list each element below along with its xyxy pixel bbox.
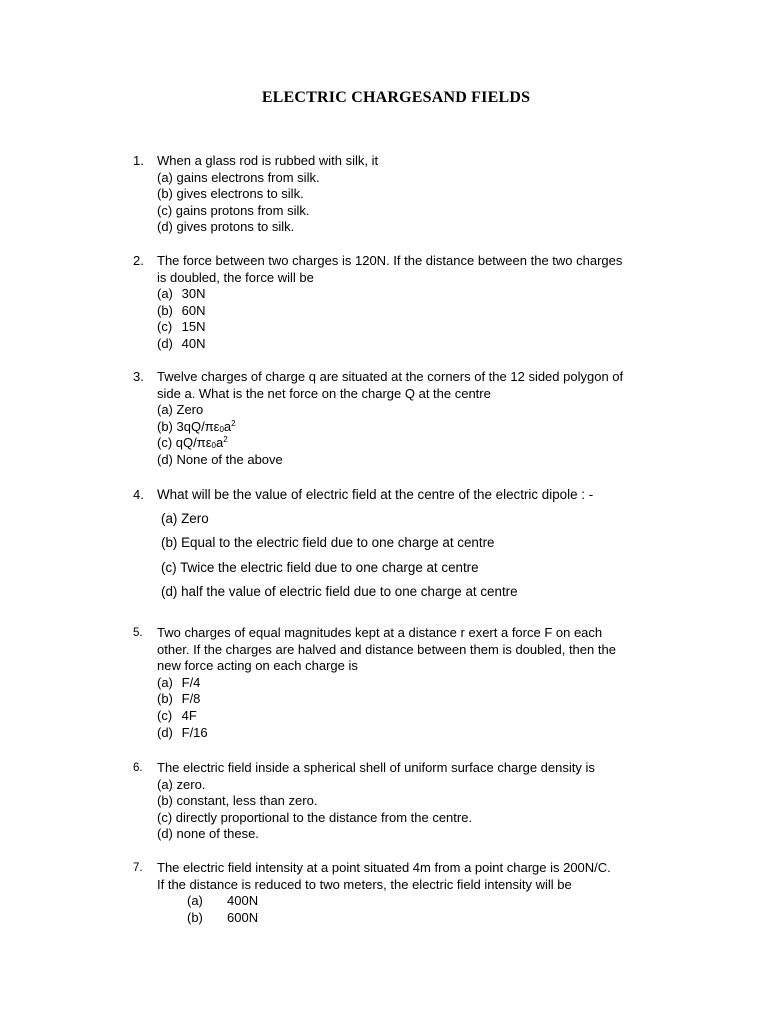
option-text: F/8 [181,691,201,707]
option-text: 60N [181,302,206,318]
option-label: (b) [157,302,173,318]
option-label: (d) [157,335,173,351]
option-text: None of the above [176,451,283,467]
question-body [157,860,677,926]
option-label: (b) [157,793,173,809]
question-text-line-1: Twelve charges of charge q are situated at the corners of the 12 sided polygon of [157,369,624,384]
option-text: F/4 [181,674,201,690]
option-c [157,708,677,725]
option-text: constant, less than zero. [176,793,318,809]
option-formula [176,435,228,450]
option-c [157,810,677,827]
option-label: (c) [157,809,173,825]
option-b [157,303,677,320]
question-body [157,487,677,600]
question-text-line-2: If the distance is reduced to two meters, the electric field intensity will be [157,876,572,892]
option-label: (b) [187,909,203,925]
option-label: (b) [161,535,178,551]
option-text: 400N [227,893,259,909]
formula-part: 3qQ/πε [176,418,220,434]
question-number: 3. [133,369,144,384]
option-label: (a) [157,776,173,792]
option-label: (d) [157,219,173,235]
option-text: gains protons from silk. [175,202,310,218]
option-d [157,336,677,353]
option-text: Zero [181,511,209,527]
option-b [161,535,677,552]
option-d [157,826,677,843]
option-c [157,319,677,336]
option-text: Twice the electric field due to one charge at centre [180,559,479,575]
option-b [157,186,677,203]
formula-part: a [223,418,232,434]
option-a [157,675,677,692]
option-text: gives protons to silk. [176,219,295,235]
option-d [161,584,677,601]
question-body [157,369,677,469]
option-a [157,402,677,419]
question-body [157,625,677,741]
option-c [157,435,677,452]
document-title: ELECTRIC CHARGESAND FIELDS [261,89,531,106]
option-label: (a) [157,286,173,302]
question-text-line-1: The electric field intensity at a point situated 4m from a point charge is 200N/C. [157,860,611,875]
question-number: 7. [133,862,143,874]
option-text: Zero [176,402,204,418]
question-text-line-2: other. If the charges are halved and distance between them is doubled, then the [157,641,616,657]
option-label: (c) [157,435,173,451]
option-text: 4F [181,707,197,723]
option-a [187,893,677,910]
option-label: (c) [157,707,173,723]
option-label: (b) [157,691,173,707]
question-body [157,760,677,843]
option-text: none of these. [176,826,259,842]
option-d [157,725,677,742]
option-label: (d) [157,826,173,842]
option-a [161,511,677,528]
option-label: (a) [157,169,173,185]
option-a [157,777,677,794]
question-text-line-2: is doubled, the force will be [157,269,314,285]
question-text-line-1: The force between two charges is 120N. If the distance between the two charges [157,253,623,268]
question-body [157,153,677,236]
question-body [157,253,677,353]
option-label: (c) [157,202,173,218]
question-text: When a glass rod is rubbed with silk, it [157,153,379,168]
question-number: 6. [133,762,143,774]
formula-superscript: 2 [223,435,228,445]
formula-superscript: 2 [231,418,236,428]
formula-subscript: 0 [211,441,216,451]
option-b [157,419,677,436]
option-d [157,452,677,469]
question-text-line-3: new force acting on each charge is [157,658,358,674]
option-text: 15N [181,319,206,335]
option-c [161,560,677,577]
option-text: directly proportional to the distance from the centre. [175,809,473,825]
option-a [157,170,677,187]
option-label: (c) [161,559,177,575]
option-text: 600N [227,909,259,925]
option-text: F/16 [181,724,208,740]
question-number: 4. [133,487,144,502]
option-text: gains electrons from silk. [176,169,320,185]
option-text: gives electrons to silk. [176,186,304,202]
formula-part: a [215,435,224,451]
option-text: 30N [181,286,206,302]
option-label: (d) [157,451,173,467]
option-text: half the value of electric field due to one charge at centre [181,583,518,599]
option-label: (a) [157,402,173,418]
option-label: (d) [161,583,178,599]
option-c [157,203,677,220]
option-d [157,219,677,236]
question-text-line-2: side a. What is the net force on the charge Q at the centre [157,385,491,401]
option-label: (b) [157,186,173,202]
option-label: (c) [157,319,173,335]
option-text: zero. [176,776,206,792]
question-number: 5. [133,627,143,639]
option-label: (a) [157,674,173,690]
question-number: 2. [133,253,144,268]
option-label: (b) [157,418,173,434]
question-number: 1. [133,153,144,168]
option-b [157,793,677,810]
option-label: (d) [157,724,173,740]
option-formula [177,419,236,434]
option-b [157,691,677,708]
option-label: (a) [161,511,178,527]
formula-subscript: 0 [219,424,224,434]
option-text: 40N [181,335,206,351]
question-text: The electric field inside a spherical shell of uniform surface charge density is [157,760,595,775]
option-b [187,910,677,927]
option-text: Equal to the electric field due to one charge at centre [181,535,495,551]
formula-part: qQ/πε [175,435,212,451]
option-label: (a) [187,893,203,909]
option-a [157,286,677,303]
question-text: What will be the value of electric field at the centre of the electric dipole : - [157,487,594,502]
question-text-line-1: Two charges of equal magnitudes kept at a distance r exert a force F on each [157,625,603,640]
